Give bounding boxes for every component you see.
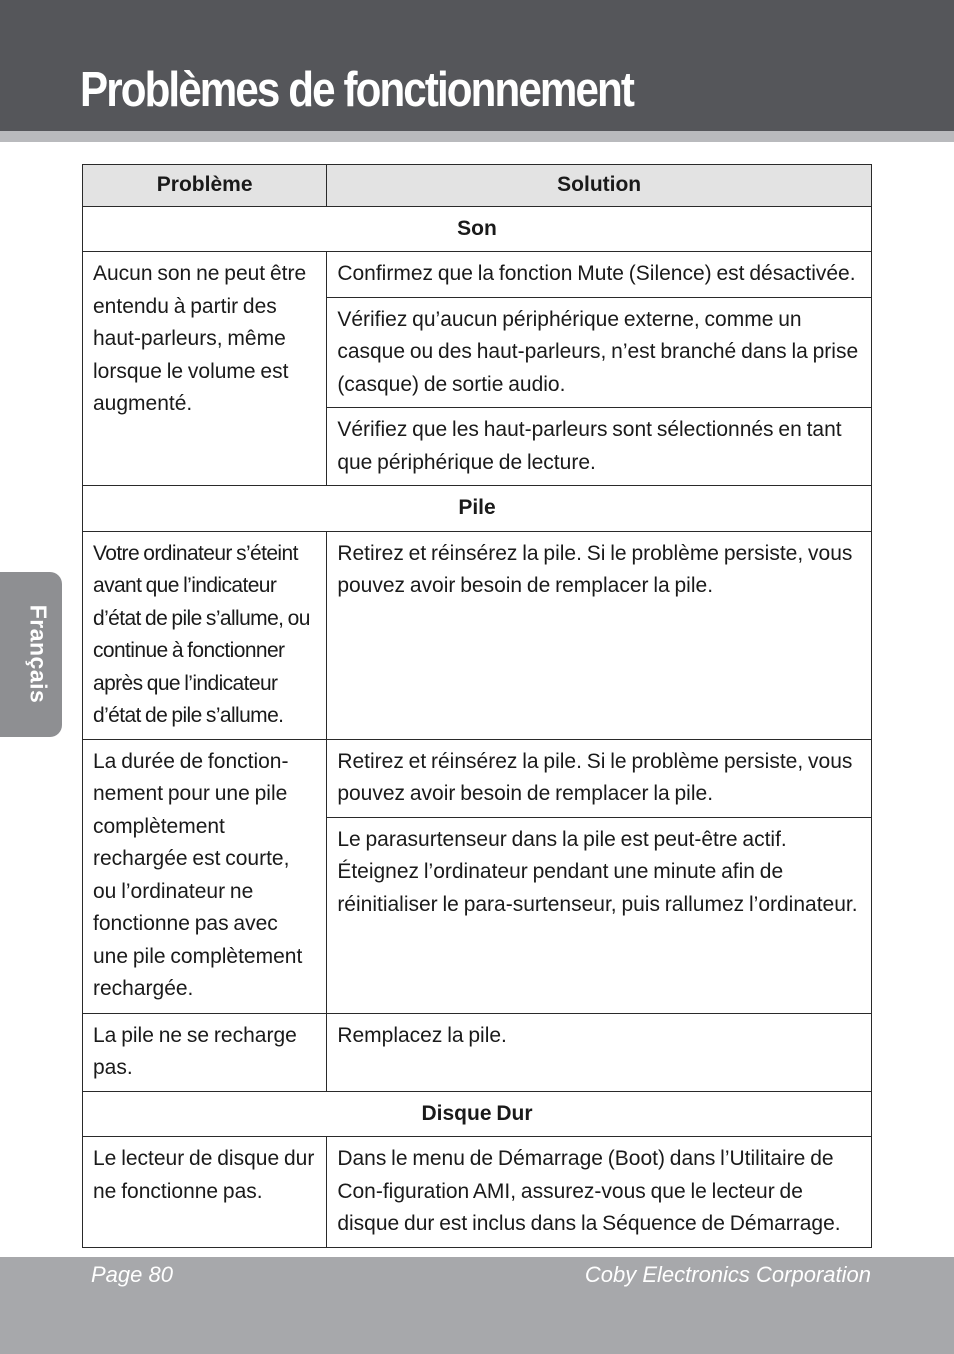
- section-row-pile: [83, 486, 872, 532]
- solution-cell: Dans le menu de Démarrage (Boot) dans l’Utilitaire de Con-figuration AMI, assurez-vous que le lecteur de disque dur est inclus dans la Séquence de Démarrage.: [327, 1137, 872, 1248]
- solution-cell: Vérifiez que les haut-parleurs sont sélectionnés en tant que périphérique de lecture.: [327, 408, 872, 486]
- solution-cell: Retirez et réinsérez la pile. Si le problème persiste, vous pouvez avoir besoin de remplacer la pile.: [327, 531, 872, 739]
- table-row: [83, 1013, 872, 1091]
- solution-cell: Retirez et réinsérez la pile. Si le problème persiste, vous pouvez avoir besoin de remplacer la pile.: [327, 739, 872, 817]
- solution-cell: Remplacez la pile.: [327, 1013, 872, 1091]
- problem-cell: Votre ordinateur s’éteint avant que l’indicateur d’état de pile s’allume, ou continue à fonctionner après que l’indicateur d’état de pile s’allume.: [83, 531, 327, 739]
- section-title-son: Son: [83, 206, 872, 252]
- section-row-son: [83, 206, 872, 252]
- column-header-solution: Solution: [327, 165, 872, 207]
- table-row: [83, 531, 872, 739]
- page-number: Page 80: [91, 1262, 173, 1287]
- solution-cell: Vérifiez qu’aucun périphérique externe, comme un casque ou des haut-parleurs, n’est branché dans la prise (casque) de sortie audio.: [327, 297, 872, 408]
- solution-cell: Le parasurtenseur dans la pile est peut-être actif. Éteignez l’ordinateur pendant une minute afin de réinitialiser le para-surtenseur, puis rallumez l’ordinateur.: [327, 817, 872, 1013]
- language-tab-label: Français: [25, 604, 52, 704]
- table-row: [83, 739, 872, 817]
- section-row-disque-dur: [83, 1091, 872, 1137]
- section-title-pile: Pile: [83, 486, 872, 532]
- column-header-problem: Problème: [83, 165, 327, 207]
- table-row: [83, 1137, 872, 1248]
- troubleshooting-table: [82, 164, 872, 1248]
- header-divider: [0, 131, 954, 142]
- problem-cell: Le lecteur de disque dur ne fonctionne pas.: [83, 1137, 327, 1248]
- problem-cell: La pile ne se recharge pas.: [83, 1013, 327, 1091]
- problem-cell: La durée de fonction-nement pour une pile complètement rechargée est courte, ou l’ordinateur ne fonctionne pas avec une pile complètement rechargée.: [83, 739, 327, 1013]
- table-row: [83, 252, 872, 298]
- problem-cell: Aucun son ne peut être entendu à partir des haut-parleurs, même lorsque le volume est augmenté.: [83, 252, 327, 486]
- company-name: Coby Electronics Corporation: [584, 1262, 871, 1287]
- table-header-row: [83, 165, 872, 207]
- section-title-disque-dur: Disque Dur: [83, 1091, 872, 1137]
- solution-cell: Confirmez que la fonction Mute (Silence) est désactivée.: [327, 252, 872, 298]
- page-title: Problèmes de fonctionnement: [80, 63, 634, 117]
